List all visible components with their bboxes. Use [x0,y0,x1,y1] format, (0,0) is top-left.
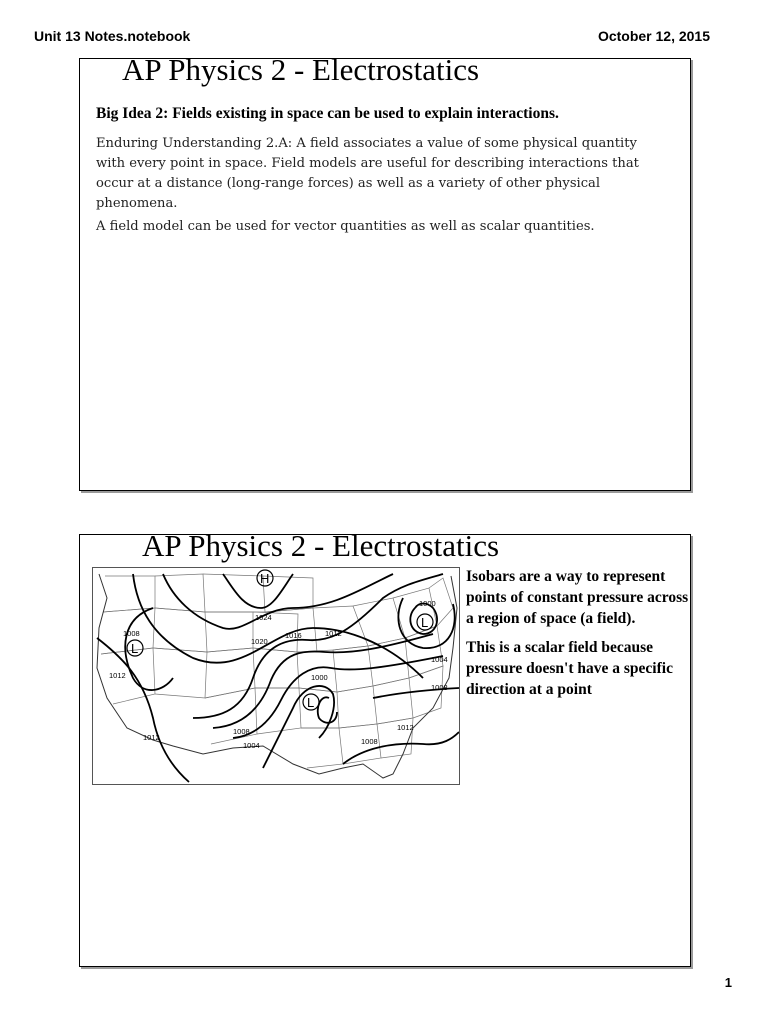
svg-text:1020: 1020 [251,637,268,646]
coastline [97,574,457,778]
slide-title: AP Physics 2 - Electrostatics [122,52,480,87]
svg-text:1008: 1008 [123,629,140,638]
svg-text:L: L [131,641,139,656]
slide-title: AP Physics 2 - Electrostatics [142,528,500,563]
isobar-weather-map [92,567,460,785]
scalar-field-text: This is a scalar field because pressure doesn't have a specific direction at a point [466,639,673,698]
svg-text:1004: 1004 [431,655,448,664]
svg-text:1008: 1008 [233,727,250,736]
svg-text:1000: 1000 [419,599,436,608]
svg-text:L: L [307,695,315,710]
svg-text:1024: 1024 [255,613,272,622]
page-date: October 12, 2015 [597,28,710,44]
svg-text:1016: 1016 [285,631,302,640]
field-model-note: A field model can be used for vector quantities as well as scalar quantities. [96,219,595,234]
isobar-definition-text: Isobars are a way to represent points of constant pressure across a region of space (a field). [466,568,689,627]
isobar-map-svg [93,568,459,784]
isobar-explanation [466,566,690,708]
svg-text:H: H [260,571,270,586]
svg-text:L: L [421,615,429,630]
svg-text:1008: 1008 [431,683,448,692]
big-idea-heading: Big Idea 2: Fields existing in space can be used to explain interactions. [96,105,559,122]
svg-text:1004: 1004 [243,741,260,750]
isobar-labels [109,599,448,750]
svg-text:1012: 1012 [397,723,414,732]
notebook-title: Unit 13 Notes.notebook [34,28,191,44]
page-number: 1 [724,975,732,990]
svg-text:1012: 1012 [109,671,126,680]
svg-text:1008: 1008 [361,737,378,746]
svg-text:1000: 1000 [311,673,328,682]
slide-1 [79,52,691,491]
svg-text:1012: 1012 [325,629,342,638]
slide-2 [79,528,691,967]
svg-text:1012: 1012 [143,733,160,742]
enduring-understanding-text: Enduring Understanding 2.A: A field associates a value of some physical quantity with every point in space. Field models are useful for describing interactions that occur at a distance (long-range forces) as well as a variety of other physical phenomena. [96,136,639,211]
